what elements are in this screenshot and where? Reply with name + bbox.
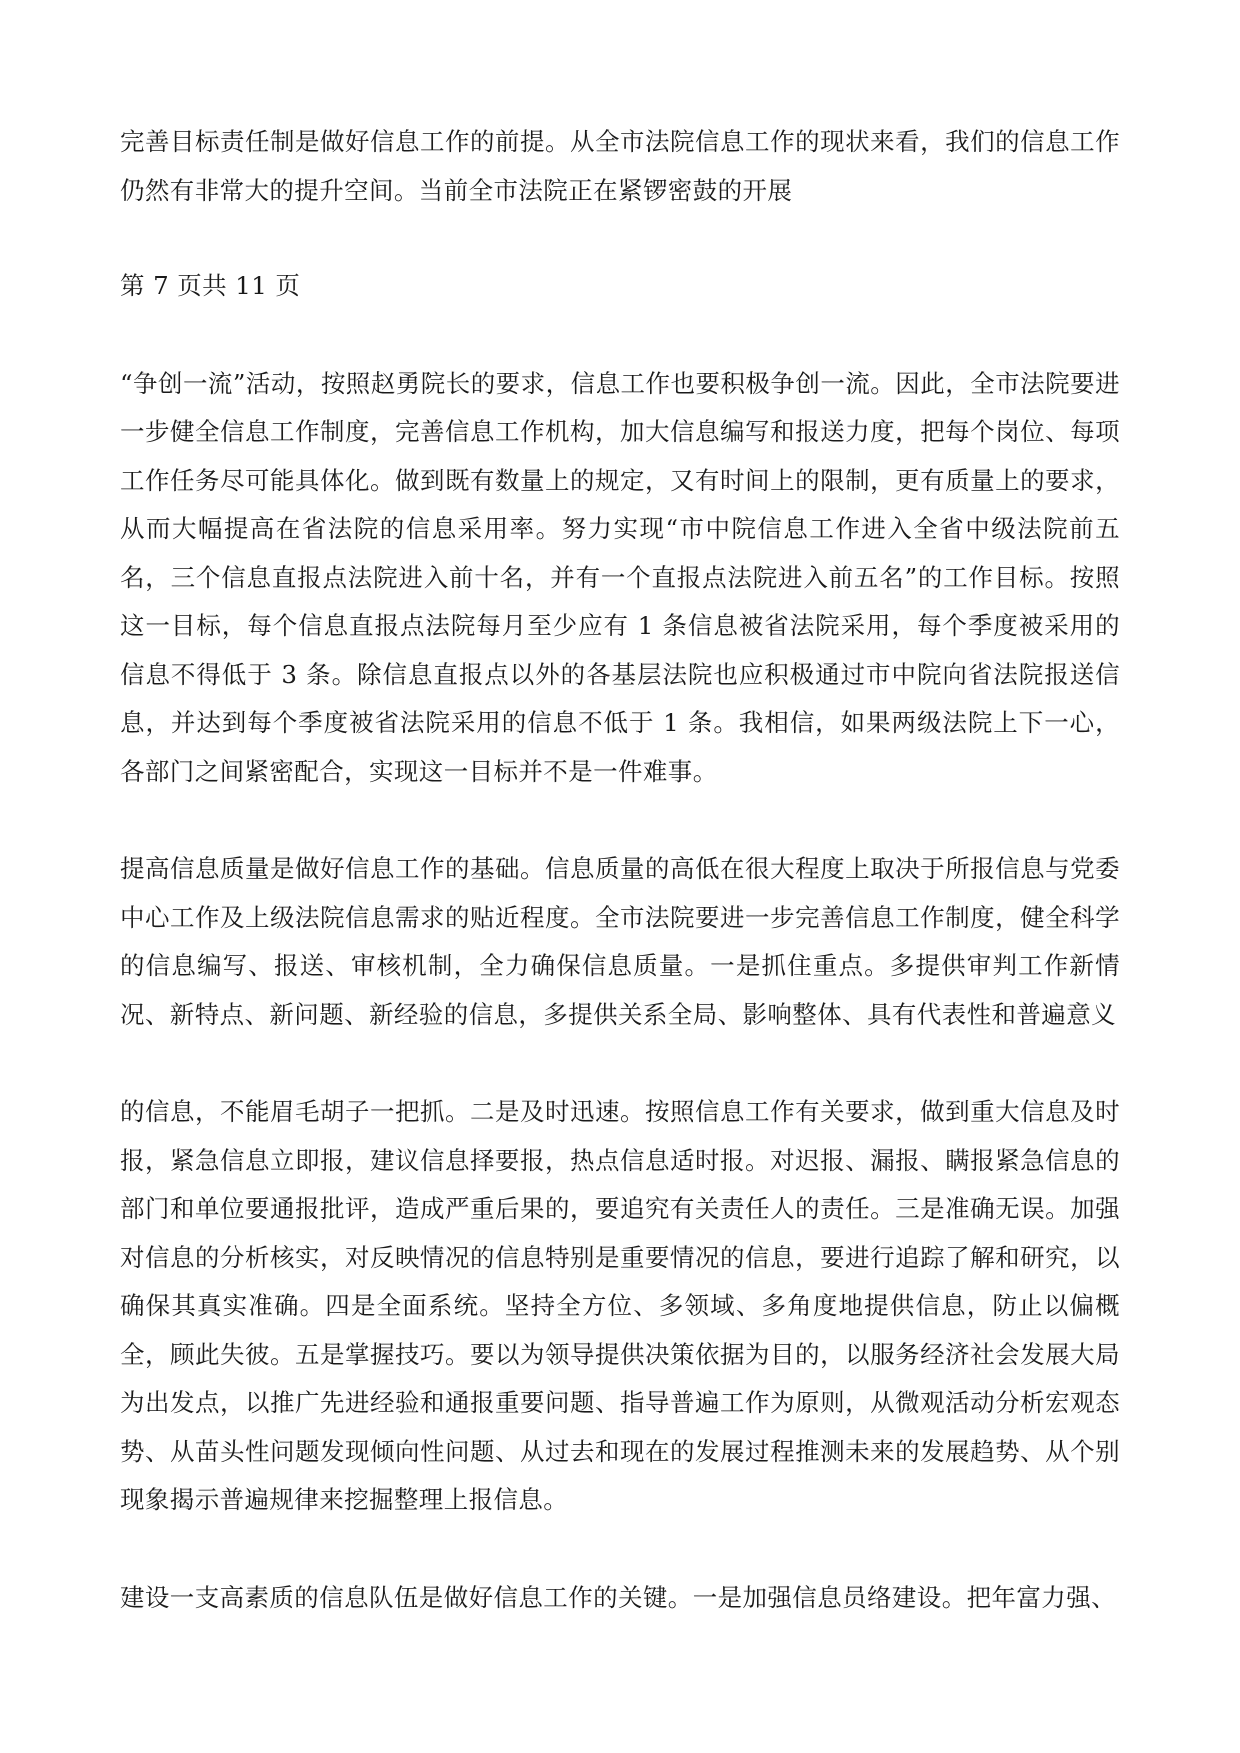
paragraph-target-responsibility: 完善目标责任制是做好信息工作的前提。从全市法院信息工作的现状来看，我们的信息工作仍然有非常大的提升空间。当前全市法院正在紧锣密鼓的开展 bbox=[120, 127, 1120, 205]
paragraph-strive-first-class: “争创一流”活动，按照赵勇院长的要求，信息工作也要积极争创一流。因此，全市法院要进一步健全信息工作制度，完善信息工作机构，加大信息编写和报送力度，把每个岗位、每项工作任务尽可能具体化。做到既有数量上的规定，又有时间上的限制，更有质量上的要求，从而大幅提高在省法院的信息采用率。努力实现“市中院信息工作进入全省中级法院前五名，三个信息直报点法院进入前十名，并有一个直报点法院进入前五名”的工作目标。按照这一目标，每个信息直报点法院每月至少应有 1 条信息被省法院采用，每个季度被采用的信息不得低于 3 条。除信息直报点以外的各基层法院也应积极通过市中院向省法院报送信息，并达到每个季度被省法院采用的信息不低于 1 条。我相信，如果两级法院上下一心，各部门之间紧密配合，实现这一目标并不是一件难事。 bbox=[120, 368, 1120, 786]
paragraph-quality-measures: 的信息，不能眉毛胡子一把抓。二是及时迅速。按照信息工作有关要求，做到重大信息及时报，紧急信息立即报，建议信息择要报，热点信息适时报。对迟报、漏报、瞒报紧急信息的部门和单位要通报批评，造成严重后果的，要追究有关责任人的责任。三是准确无误。加强对信息的分析核实，对反映情况的信息特别是重要情况的信息，要进行追踪了解和研究，以确保其真实准确。四是全面系统。坚持全方位、多领域、多角度地提供信息，防止以偏概全，顾此失彼。五是掌握技巧。要以为领导提供决策依据为目的，以服务经济社会发展大局为出发点，以推广先进经验和通报重要问题、指导普遍工作为原则，从微观活动分析宏观态势、从苗头性问题发现倾向性问题、从过去和现在的发展过程推测未来的发展趋势、从个别现象揭示普遍规律来挖掘整理上报信息。 bbox=[120, 1097, 1120, 1514]
paragraph-information-team: 建设一支高素质的信息队伍是做好信息工作的关键。一是加强信息员络建设。把年富力强、 bbox=[120, 1582, 1116, 1612]
document-page bbox=[120, 118, 1120, 1622]
paragraph-information-quality: 提高信息质量是做好信息工作的基础。信息质量的高低在很大程度上取决于所报信息与党委中心工作及上级法院信息需求的贴近程度。全市法院要进一步完善信息工作制度，健全科学的信息编写、报送、审核机制，全力确保信息质量。一是抓住重点。多提供审判工作新情况、新特点、新问题、新经验的信息，多提供关系全局、影响整体、具有代表性和普遍意义 bbox=[120, 854, 1120, 1029]
page-number-marker: 第 7 页共 11 页 bbox=[120, 271, 301, 300]
